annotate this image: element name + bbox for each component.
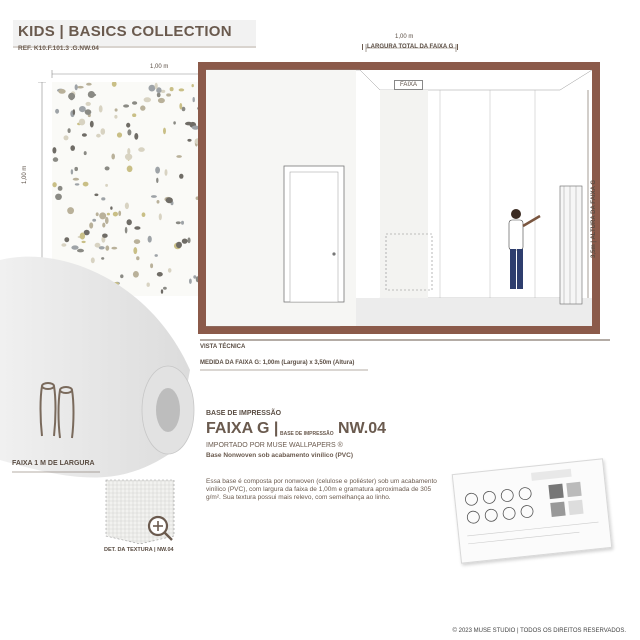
pattern-dot: [94, 194, 98, 197]
pattern-dot: [125, 203, 129, 210]
pattern-dot: [99, 212, 106, 219]
pattern-dot: [144, 97, 151, 102]
pattern-dot: [80, 233, 85, 240]
pattern-dot: [163, 128, 166, 135]
pattern-dot: [179, 174, 183, 179]
pattern-dot: [95, 243, 101, 248]
pattern-dot: [123, 104, 129, 107]
pattern-dot: [126, 123, 130, 128]
pattern-dot: [96, 212, 99, 216]
imported-by: IMPORTADO POR MUSE WALLPAPERS ®: [206, 442, 343, 449]
pattern-dot: [58, 186, 63, 191]
base-description: Base Nonwoven sob acabamento vinílico (PVC): [206, 452, 354, 459]
pattern-dot: [52, 182, 56, 187]
pattern-dot: [77, 86, 84, 89]
strip-width-label: 1,00 m: [395, 34, 414, 40]
pattern-dot: [105, 184, 108, 187]
pattern-dot: [125, 154, 132, 160]
pattern-dot: [102, 223, 105, 228]
measure-underline: [200, 368, 370, 372]
pattern-dot: [110, 206, 112, 209]
pattern-dot: [73, 178, 79, 181]
pattern-dot: [112, 82, 117, 87]
collection-title: KIDS | BASICS COLLECTION: [18, 23, 232, 40]
texture-swatch: [100, 476, 180, 548]
pattern-dot: [68, 93, 75, 100]
roll-outline-icon: [34, 378, 84, 444]
print-base-label: BASE DE IMPRESSÃO: [206, 410, 282, 417]
pattern-dot: [156, 178, 158, 183]
pattern-dot: [61, 243, 66, 247]
pattern-dot: [132, 101, 137, 105]
pattern-dot: [134, 239, 140, 244]
pattern-dot: [73, 109, 75, 115]
pattern-dot: [105, 166, 110, 170]
roll-width-caption: FAIXA 1 M DE LARGURA: [12, 460, 95, 467]
print-base-sublabel: BASE DE IMPRESSÃO: [280, 431, 334, 437]
strip-measure-text: MEDIDA DA FAIXA G: 1,00m (Largura) x 3,50m (Altura): [200, 360, 355, 366]
strip-tag: FAIXA: [394, 80, 423, 90]
pattern-dot: [101, 197, 105, 200]
pattern-dot: [158, 98, 165, 103]
roll-caption-underline: [12, 470, 102, 474]
pattern-dot: [149, 85, 156, 92]
technical-view-title: VISTA TÉCNICA: [200, 344, 246, 350]
room-technical-drawing: [190, 30, 610, 340]
pattern-dot: [115, 108, 118, 111]
pattern-dot: [86, 83, 92, 86]
pattern-dot: [58, 89, 65, 94]
pattern-dot: [179, 88, 185, 91]
pattern-dot: [165, 169, 168, 176]
pattern-dot: [79, 106, 86, 112]
pattern-dot: [96, 134, 101, 138]
pattern-dot: [64, 135, 69, 140]
print-base-code: NW.04: [338, 420, 387, 437]
pattern-dot: [67, 207, 74, 214]
pattern-dot: [70, 145, 75, 151]
pattern-dot: [83, 182, 89, 187]
pattern-width-label: 1,00 m: [150, 64, 169, 70]
pattern-dot: [82, 241, 86, 243]
pattern-dot: [181, 221, 184, 225]
pattern-dot: [79, 119, 85, 126]
pattern-dot: [114, 115, 117, 119]
pattern-dot: [166, 93, 171, 96]
pattern-dot: [68, 128, 71, 133]
pattern-dot: [74, 167, 78, 171]
pattern-dot: [151, 195, 157, 198]
pattern-dot: [179, 103, 182, 109]
pattern-dot: [52, 147, 56, 153]
strip-width-caption: LARGURA TOTAL DA FAIXA G: [362, 44, 458, 50]
pattern-dot: [111, 154, 115, 160]
pattern-dot: [90, 121, 94, 128]
pattern-dot: [155, 167, 160, 174]
pattern-dot: [64, 237, 69, 242]
pattern-dot: [134, 226, 140, 230]
pattern-dot: [92, 219, 96, 222]
pattern-dot: [166, 197, 173, 203]
reference-code: REF. K10.F.101.3 .G.NW.04: [18, 45, 99, 52]
pattern-dot: [101, 128, 106, 135]
pattern-dot: [127, 129, 131, 135]
pattern-dot: [157, 200, 160, 204]
pattern-dot: [107, 213, 110, 216]
label-card-icons: [453, 459, 611, 562]
pattern-dot: [86, 102, 91, 106]
texture-caption: DET. DA TEXTURA | NW.04: [104, 547, 174, 553]
pattern-dot: [159, 213, 162, 220]
pattern-dot: [157, 93, 161, 98]
pattern-dot: [176, 242, 182, 248]
pattern-dot: [117, 132, 122, 137]
pattern-dot: [140, 105, 145, 110]
pattern-dot: [89, 93, 96, 96]
pattern-dot: [138, 147, 145, 152]
pattern-dot: [55, 109, 59, 114]
pattern-dot: [82, 133, 87, 137]
pattern-dot: [148, 236, 152, 243]
pattern-dot: [132, 113, 136, 117]
strip-height-caption: 3,5m | ALTURA DA FAIXA G: [591, 179, 597, 258]
pattern-dot: [127, 219, 132, 225]
pattern-dot: [102, 234, 108, 238]
pattern-dot: [105, 217, 109, 224]
pattern-height-label: 1,00 m: [22, 165, 28, 184]
pattern-dot: [84, 151, 87, 155]
pattern-dot: [75, 183, 80, 185]
pattern-dot: [99, 105, 103, 112]
pattern-dot: [125, 227, 128, 234]
pattern-dot: [176, 221, 181, 224]
pattern-dot: [75, 84, 78, 90]
pattern-dot: [55, 194, 62, 200]
pattern-dot: [118, 211, 121, 216]
pattern-dot: [89, 222, 93, 228]
pattern-dot: [134, 133, 138, 140]
product-label-card: [452, 458, 613, 563]
pattern-dot: [113, 212, 118, 217]
pattern-dot: [170, 87, 174, 91]
pattern-dot: [155, 83, 158, 89]
pattern-dot: [173, 121, 176, 124]
copyright-text: © 2023 MUSE STUDIO | TODOS OS DIREITOS RESERVADOS.: [452, 628, 626, 634]
pattern-dot: [182, 239, 188, 244]
technical-view-rule: [200, 336, 620, 344]
pattern-dot: [85, 109, 92, 115]
pattern-dot: [176, 155, 182, 158]
pattern-dot: [182, 107, 186, 112]
pattern-dot: [71, 169, 73, 174]
pattern-dot: [142, 212, 146, 217]
base-detail-text: Essa base é composta por nonwoven (celulose e poliéster) sob um acabamento vinílico (PVC), com largura da faixa de 1,00m e gramatura aproximada de 305 g/m². Sua textura possui mais relevo, com semelhança ao linho.: [206, 478, 437, 501]
pattern-dot: [53, 157, 58, 162]
pattern-dot: [127, 166, 133, 173]
strip-name: FAIXA G |: [206, 420, 279, 437]
